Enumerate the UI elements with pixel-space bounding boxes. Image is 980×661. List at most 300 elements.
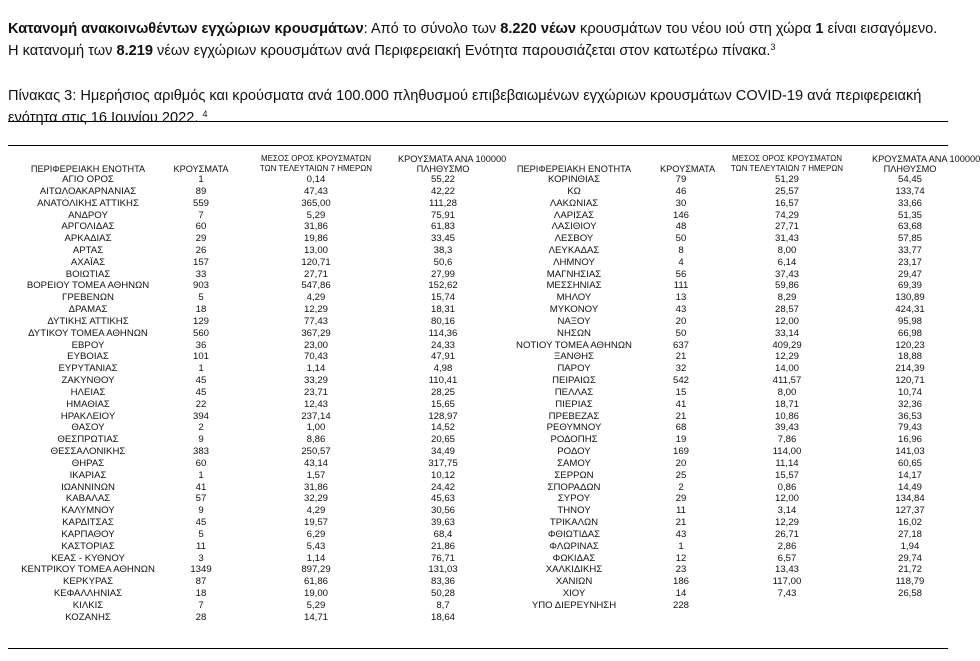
avg7-cell: 28,57 xyxy=(774,304,799,316)
avg7-cell: 8,86 xyxy=(306,434,326,446)
per100k-cell: 16,96 xyxy=(897,434,922,446)
cases-cell: 1 xyxy=(198,174,204,186)
table-row xyxy=(8,470,948,482)
cases-cell: 43 xyxy=(675,304,687,316)
region-cell: ΕΥΡΥΤΑΝΙΑΣ xyxy=(58,363,118,375)
cases-cell: 101 xyxy=(192,351,209,363)
per100k-cell: 39,63 xyxy=(430,517,455,529)
avg7-cell: 59,86 xyxy=(774,280,799,292)
cases-cell: 11 xyxy=(676,505,686,517)
cases-cell: 3 xyxy=(198,552,204,564)
avg7-cell: 27,71 xyxy=(774,221,799,233)
table-row xyxy=(8,280,948,292)
avg7-cell: 12,00 xyxy=(774,315,799,327)
cases-cell: 9 xyxy=(198,505,204,517)
cases-cell: 111 xyxy=(673,280,689,292)
table-row xyxy=(8,387,948,399)
avg7-cell: 31,43 xyxy=(774,233,799,245)
cases-cell: 18 xyxy=(195,304,207,316)
region-cell: ΔΡΑΜΑΣ xyxy=(68,304,108,316)
table-row xyxy=(8,446,948,458)
table-row xyxy=(8,422,948,434)
avg7-cell: 70,43 xyxy=(303,351,328,363)
cases-cell xyxy=(660,612,702,624)
region-cell: ΥΠΟ ΔΙΕΡΕΥΝΗΣΗ xyxy=(531,599,617,611)
cases-cell: 1 xyxy=(678,540,684,552)
region-cell: ΝΟΤΙΟΥ ΤΟΜΕΑ ΑΘΗΝΩΝ xyxy=(516,339,632,351)
cases-cell: 903 xyxy=(192,280,209,292)
cases-cell: 542 xyxy=(672,375,689,387)
per100k-cell: 133,74 xyxy=(895,185,925,197)
avg7-cell: 61,86 xyxy=(303,576,328,588)
cases-cell: 87 xyxy=(195,576,207,588)
avg7-cell: 114,00 xyxy=(772,446,802,458)
cases-cell: 29 xyxy=(675,493,687,505)
cases-cell: 45 xyxy=(195,386,207,398)
header-avg-line2: ΤΩΝ ΤΕΛΕΥΤΑΙΩΝ 7 ΗΜΕΡΩΝ xyxy=(259,164,373,173)
table-row xyxy=(8,564,948,576)
region-cell: ΑΝΑΤΟΛΙΚΗΣ ΑΤΤΙΚΗΣ xyxy=(37,197,139,209)
cases-cell: 25 xyxy=(675,469,687,481)
avg7-cell: 19,57 xyxy=(303,517,328,529)
cases-cell: 21 xyxy=(675,351,687,363)
region-cell: ΚΩ xyxy=(567,185,581,197)
table-row xyxy=(8,269,948,281)
avg7-cell: 897,29 xyxy=(301,564,331,576)
per100k-cell: 75,91 xyxy=(430,209,455,221)
header-per100k-line1: ΚΡΟΥΣΜΑΤΑ ΑΝΑ 100000 xyxy=(398,154,507,164)
cases-cell: 20 xyxy=(675,457,687,469)
cases-cell: 68 xyxy=(675,422,687,434)
region-cell: ΚΑΡΔΙΤΣΑΣ xyxy=(62,517,114,529)
region-cell: ΡΟΔΟΠΗΣ xyxy=(550,434,598,446)
region-cell: ΚΟΡΙΝΘΙΑΣ xyxy=(547,174,601,186)
region-cell: ΓΡΕΒΕΝΩΝ xyxy=(62,292,114,304)
table-row xyxy=(8,198,948,210)
table-row xyxy=(8,292,948,304)
avg7-cell: 12,29 xyxy=(303,304,328,316)
avg7-cell: 0,14 xyxy=(306,174,326,186)
avg7-cell: 32,29 xyxy=(303,493,328,505)
region-cell: ΚΟΖΑΝΗΣ xyxy=(65,611,111,623)
per100k-cell: 14,52 xyxy=(430,422,455,434)
cases-cell: 5 xyxy=(198,528,204,540)
table-row xyxy=(8,493,948,505)
region-cell: ΚΑΛΥΜΝΟΥ xyxy=(61,505,115,517)
region-cell: ΛΕΥΚΑΔΑΣ xyxy=(548,245,600,256)
per100k-cell: 32,36 xyxy=(897,398,922,410)
avg7-cell: 120,71 xyxy=(301,256,331,268)
avg7-cell: 23,00 xyxy=(303,339,328,351)
cases-cell: 36 xyxy=(195,339,207,351)
header-avg-line1: ΜΕΣΟΣ ΟΡΟΣ ΚΡΟΥΣΜΑΤΩΝ xyxy=(260,154,372,163)
per100k-cell: 57,85 xyxy=(897,233,922,245)
table-row xyxy=(8,221,948,233)
per100k-cell: 10,12 xyxy=(430,469,455,481)
avg7-cell: 1,00 xyxy=(306,422,326,434)
table-row xyxy=(8,399,948,411)
cases-cell: 43 xyxy=(675,528,687,540)
per100k-cell: 24,33 xyxy=(430,339,455,351)
avg7-cell: 23,71 xyxy=(303,386,328,398)
per100k-cell: 24,42 xyxy=(430,481,455,493)
avg7-cell: 51,29 xyxy=(774,174,799,186)
cases-cell: 56 xyxy=(675,268,687,280)
table-row xyxy=(8,233,948,245)
per100k-cell: 95,98 xyxy=(897,315,922,327)
header-region-left: ΠΕΡΙΦΕΡΕΙΑΚΗ ΕΝΟΤΗΤΑ xyxy=(30,164,146,174)
per100k-cell: 47,91 xyxy=(430,351,455,363)
avg7-cell: 4,29 xyxy=(306,505,326,517)
table-body xyxy=(8,174,948,623)
per100k-cell: 1,94 xyxy=(900,540,920,552)
cases-cell: 45 xyxy=(195,517,207,529)
cases-cell: 15 xyxy=(675,386,687,398)
per100k-cell: 28,25 xyxy=(430,386,455,398)
avg7-cell: 14,00 xyxy=(774,363,799,375)
table-row xyxy=(8,588,948,600)
header-cases-left: ΚΡΟΥΣΜΑΤΑ xyxy=(173,164,229,174)
per100k-cell: 29,74 xyxy=(897,552,922,564)
region-cell: ΦΩΚΙΔΑΣ xyxy=(552,552,596,564)
per100k-cell: 60,65 xyxy=(897,457,922,469)
region-cell: ΣΠΟΡΑΔΩΝ xyxy=(547,481,601,493)
cases-cell: 50 xyxy=(675,233,687,245)
cases-cell: 169 xyxy=(672,446,689,458)
cases-cell: 4 xyxy=(678,256,684,268)
table-row xyxy=(8,304,948,316)
region-cell: ΑΧΑΪΑΣ xyxy=(70,256,106,268)
table-row xyxy=(8,576,948,588)
region-cell: ΧΑΛΚΙΔΙΚΗΣ xyxy=(545,564,603,576)
per100k-cell: 16,02 xyxy=(897,517,922,529)
region-cell: ΑΡΓΟΛΙΔΑΣ xyxy=(61,221,115,233)
table-row xyxy=(8,612,948,624)
header-per100k-right xyxy=(872,154,980,174)
cases-cell: 28 xyxy=(195,611,207,623)
avg7-cell: 8,29 xyxy=(777,292,797,304)
per100k-cell: 33,66 xyxy=(897,197,922,209)
avg7-cell: 237,14 xyxy=(301,410,331,422)
region-cell: ΑΡΚΑΔΙΑΣ xyxy=(64,233,112,245)
cases-cell: 57 xyxy=(195,493,207,505)
avg7-cell: 12,29 xyxy=(774,517,799,529)
avg7-cell: 6,29 xyxy=(306,528,326,540)
cases-cell: 50 xyxy=(675,327,687,339)
header-region-right: ΠΕΡΙΦΕΡΕΙΑΚΗ ΕΝΟΤΗΤΑ xyxy=(516,164,632,174)
cases-cell: 23 xyxy=(675,564,687,576)
cases-cell: 48 xyxy=(675,221,687,233)
region-cell: ΤΡΙΚΑΛΩΝ xyxy=(549,517,599,529)
avg7-cell: 26,71 xyxy=(774,528,799,540)
avg7-cell: 13,43 xyxy=(774,564,799,576)
avg7-cell: 1,14 xyxy=(306,363,326,375)
cases-cell: 32 xyxy=(675,363,687,375)
region-cell: ΜΥΚΟΝΟΥ xyxy=(549,304,599,316)
region-cell: ΚΙΛΚΙΣ xyxy=(72,599,104,611)
avg7-cell: 11,14 xyxy=(775,457,799,469)
header-avg-right xyxy=(702,154,872,174)
cases-cell: 1 xyxy=(198,469,204,481)
per100k-cell: 424,31 xyxy=(895,304,925,316)
avg7-cell: 19,00 xyxy=(303,588,328,600)
region-cell: ΚΕΦΑΛΛΗΝΙΑΣ xyxy=(53,588,123,600)
cases-cell: 11 xyxy=(196,540,206,552)
avg7-cell: 15,57 xyxy=(774,469,799,481)
intro-text-1: : Από το σύνολο των xyxy=(363,20,501,37)
avg7-cell: 2,86 xyxy=(777,540,797,552)
header-per100k-line1: ΚΡΟΥΣΜΑΤΑ ΑΝΑ 100000 xyxy=(872,154,980,164)
avg7-cell: 12,00 xyxy=(774,493,799,505)
top-rule xyxy=(8,121,948,122)
per100k-cell: 4,98 xyxy=(433,363,453,375)
per100k-cell: 63,68 xyxy=(897,221,922,233)
header-per100k-line2: ΠΛΗΘΥΣΜΟ xyxy=(883,164,937,174)
avg7-cell xyxy=(702,600,872,612)
table-row xyxy=(8,363,948,375)
region-cell: ΛΑΣΙΘΙΟΥ xyxy=(551,221,597,233)
cases-cell: 20 xyxy=(675,315,687,327)
per100k-cell: 51,35 xyxy=(897,209,922,221)
table-row xyxy=(8,541,948,553)
region-cell: ΚΑΒΑΛΑΣ xyxy=(65,493,111,505)
avg7-cell: 25,57 xyxy=(774,185,799,197)
avg7-cell: 6,57 xyxy=(777,552,797,564)
table-row xyxy=(8,411,948,423)
per100k-cell: 10,74 xyxy=(897,386,922,398)
avg7-cell: 409,29 xyxy=(772,339,802,351)
avg7-cell: 14,71 xyxy=(303,611,328,623)
per100k-cell: 26,58 xyxy=(897,588,922,600)
region-cell: ΠΑΡΟΥ xyxy=(557,363,591,375)
per100k-cell: 38,3 xyxy=(433,245,453,256)
avg7-cell: 19,86 xyxy=(303,233,328,245)
region-cell: ΑΝΔΡΟΥ xyxy=(68,209,108,221)
table-row xyxy=(8,375,948,387)
region-cell: ΧΙΟΥ xyxy=(562,588,586,600)
cases-cell: 33 xyxy=(195,268,207,280)
region-cell: ΑΓΙΟ ΟΡΟΣ xyxy=(62,174,114,186)
avg7-cell: 411,57 xyxy=(772,375,802,387)
region-cell: ΛΕΣΒΟΥ xyxy=(554,233,594,245)
avg7-cell: 10,86 xyxy=(774,410,799,422)
cases-cell: 29 xyxy=(195,233,207,245)
table-row xyxy=(8,505,948,517)
region-cell: ΛΗΜΝΟΥ xyxy=(553,256,595,268)
region-cell: ΗΡΑΚΛΕΙΟΥ xyxy=(60,410,116,422)
per100k-cell: 61,83 xyxy=(430,221,455,233)
per100k-cell: 55,22 xyxy=(430,174,455,186)
table-row xyxy=(8,209,948,221)
per100k-cell: 79,43 xyxy=(897,422,922,434)
table-row xyxy=(8,517,948,529)
cases-cell: 5 xyxy=(198,292,204,304)
avg7-cell: 8,00 xyxy=(777,245,797,256)
region-cell: ΠΡΕΒΕΖΑΣ xyxy=(548,410,600,422)
cases-cell: 7 xyxy=(198,209,204,221)
avg7-cell: 33,14 xyxy=(774,327,799,339)
cases-cell: 19 xyxy=(675,434,687,446)
region-cell: ΛΑΡΙΣΑΣ xyxy=(553,209,595,221)
per100k-cell: 111,28 xyxy=(429,197,457,209)
cases-cell: 89 xyxy=(195,185,207,197)
per100k-cell: 21,72 xyxy=(897,564,922,576)
region-cell: ΡΕΘΥΜΝΟΥ xyxy=(546,422,602,434)
table-row xyxy=(8,434,948,446)
cases-cell: 14 xyxy=(675,588,687,600)
per100k-cell: 20,65 xyxy=(430,434,455,446)
per100k-cell: 27,18 xyxy=(897,528,922,540)
cases-cell: 26 xyxy=(195,245,207,256)
region-cell: ΙΚΑΡΙΑΣ xyxy=(69,469,107,481)
cases-cell: 22 xyxy=(195,398,207,410)
intro-paragraph xyxy=(8,18,948,62)
avg7-cell: 31,86 xyxy=(303,481,328,493)
region-cell: ΝΑΞΟΥ xyxy=(557,315,591,327)
avg7-cell: 74,29 xyxy=(774,209,799,221)
cases-cell: 1 xyxy=(198,363,204,375)
per100k-cell: 15,74 xyxy=(430,292,455,304)
cases-cell: 18 xyxy=(195,588,207,600)
avg7-cell: 18,71 xyxy=(774,398,799,410)
cases-cell: 41 xyxy=(675,398,687,410)
per100k-cell: 33,45 xyxy=(430,233,455,245)
per100k-cell: 50,6 xyxy=(433,256,453,268)
cases-cell: 186 xyxy=(672,576,689,588)
avg7-cell: 43,14 xyxy=(303,457,328,469)
avg7-cell: 367,29 xyxy=(301,327,331,339)
table-row xyxy=(8,600,948,612)
avg7-cell: 5,29 xyxy=(306,599,326,611)
per100k-cell: 54,45 xyxy=(897,174,922,186)
region-cell: ΚΑΡΠΑΘΟΥ xyxy=(61,528,115,540)
table-row xyxy=(8,529,948,541)
cases-cell: 60 xyxy=(195,457,207,469)
region-cell: ΣΕΡΡΩΝ xyxy=(554,469,594,481)
per100k-cell: 120,23 xyxy=(895,339,925,351)
region-cell xyxy=(488,612,660,624)
cases-cell: 560 xyxy=(192,327,209,339)
per100k-cell: 66,98 xyxy=(897,327,922,339)
region-cell: ΜΕΣΣΗΝΙΑΣ xyxy=(546,280,602,292)
table-row xyxy=(8,245,948,257)
avg7-cell: 77,43 xyxy=(303,315,328,327)
region-cell: ΘΕΣΣΑΛΟΝΙΚΗΣ xyxy=(50,446,126,458)
intro-footnote: 3 xyxy=(770,41,776,52)
caption-footnote: 4 xyxy=(202,108,208,119)
per100k-cell: 130,89 xyxy=(895,292,925,304)
avg7-cell: 5,29 xyxy=(306,209,326,221)
region-cell: ΘΗΡΑΣ xyxy=(71,457,105,469)
avg7-cell: 8,00 xyxy=(777,386,797,398)
per100k-cell: 120,71 xyxy=(895,375,925,387)
per100k-cell xyxy=(872,600,948,612)
cases-cell: 41 xyxy=(195,481,207,493)
per100k-cell: 128,97 xyxy=(428,410,458,422)
intro-total: 8.220 νέων xyxy=(500,20,576,37)
region-cell: ΜΑΓΝΗΣΙΑΣ xyxy=(546,268,602,280)
avg7-cell: 33,29 xyxy=(303,375,328,387)
region-cell: ΦΘΙΩΤΙΔΑΣ xyxy=(547,528,601,540)
avg7-cell: 0,86 xyxy=(777,481,797,493)
avg7-cell: 31,86 xyxy=(303,221,328,233)
per100k-cell: 42,22 xyxy=(430,185,455,197)
intro-lead: Κατανομή ανακοινωθέντων εγχώριων κρουσμάτων xyxy=(8,20,364,37)
per100k-cell: 83,36 xyxy=(430,576,455,588)
per100k-cell: 110,41 xyxy=(428,375,458,387)
region-cell: ΝΗΣΩΝ xyxy=(557,327,591,339)
per100k-cell: 68,4 xyxy=(433,528,453,540)
region-cell: ΗΛΕΙΑΣ xyxy=(70,386,106,398)
cases-cell: 13 xyxy=(675,292,687,304)
header-avg-line2: ΤΩΝ ΤΕΛΕΥΤΑΙΩΝ 7 ΗΜΕΡΩΝ xyxy=(730,164,844,173)
table-row xyxy=(8,482,948,494)
cases-cell: 394 xyxy=(192,410,209,422)
region-cell: ΑΙΤΩΛΟΑΚΑΡΝΑΝΙΑΣ xyxy=(39,185,137,197)
per100k-cell: 30,56 xyxy=(430,505,455,517)
per100k-cell: 134,84 xyxy=(895,493,925,505)
region-cell: ΠΕΛΛΑΣ xyxy=(554,386,594,398)
avg7-cell: 1,57 xyxy=(306,469,326,481)
avg7-cell: 37,43 xyxy=(774,268,799,280)
table-row xyxy=(8,351,948,363)
cases-cell: 157 xyxy=(192,256,209,268)
region-cell: ΛΑΚΩΝΙΑΣ xyxy=(549,197,599,209)
per100k-cell: 18,31 xyxy=(430,304,455,316)
table-row xyxy=(8,186,948,198)
header-per100k-left xyxy=(398,154,507,174)
avg7-cell: 365,00 xyxy=(301,197,331,209)
per100k-cell: 18,64 xyxy=(430,611,455,623)
per100k-cell: 14,49 xyxy=(897,481,922,493)
region-cell: ΒΟΡΕΙΟΥ ΤΟΜΕΑ ΑΘΗΝΩΝ xyxy=(26,280,150,292)
cases-cell: 7 xyxy=(198,599,204,611)
region-cell: ΚΑΣΤΟΡΙΑΣ xyxy=(61,540,115,552)
avg7-cell: 4,29 xyxy=(306,292,326,304)
region-cell: ΔΥΤΙΚΗΣ ΑΤΤΙΚΗΣ xyxy=(47,315,129,327)
per100k-cell: 8,7 xyxy=(436,599,450,611)
avg7-cell: 47,43 xyxy=(303,185,328,197)
region-cell: ΠΙΕΡΙΑΣ xyxy=(555,398,593,410)
per100k-cell: 21,86 xyxy=(430,540,455,552)
cases-cell: 45 xyxy=(195,375,207,387)
per100k-cell: 23,17 xyxy=(897,256,922,268)
avg7-cell: 7,43 xyxy=(777,588,797,600)
per100k-cell: 118,79 xyxy=(895,576,925,588)
header-avg-left xyxy=(234,154,398,174)
region-cell: ΣΑΜΟΥ xyxy=(557,457,591,469)
cases-cell: 146 xyxy=(672,209,689,221)
cases-cell: 9 xyxy=(198,434,204,446)
table-row xyxy=(8,553,948,565)
region-cell: ΧΑΝΙΩΝ xyxy=(555,576,593,588)
per100k-cell: 114,36 xyxy=(428,327,458,339)
cases-cell: 383 xyxy=(192,446,209,458)
cases-cell: 559 xyxy=(192,197,209,209)
avg7-cell: 1,14 xyxy=(306,552,326,564)
avg7-cell xyxy=(702,612,872,624)
header-cases-right: ΚΡΟΥΣΜΑΤΑ xyxy=(660,164,716,174)
table-row xyxy=(8,174,948,186)
region-cell: ΘΕΣΠΡΩΤΙΑΣ xyxy=(57,434,119,446)
header-per100k-line2: ΠΛΗΘΥΣΜΟ xyxy=(416,164,470,174)
per100k-cell: 152,62 xyxy=(428,280,458,292)
region-cell: ΚΕΝΤΡΙΚΟΥ ΤΟΜΕΑ ΑΘΗΝΩΝ xyxy=(21,564,155,576)
region-cell: ΙΩΑΝΝΙΝΩΝ xyxy=(61,481,115,493)
region-cell: ΒΟΙΩΤΙΑΣ xyxy=(65,268,111,280)
cases-cell: 21 xyxy=(675,517,687,529)
region-cell: ΡΟΔΟΥ xyxy=(557,446,591,458)
